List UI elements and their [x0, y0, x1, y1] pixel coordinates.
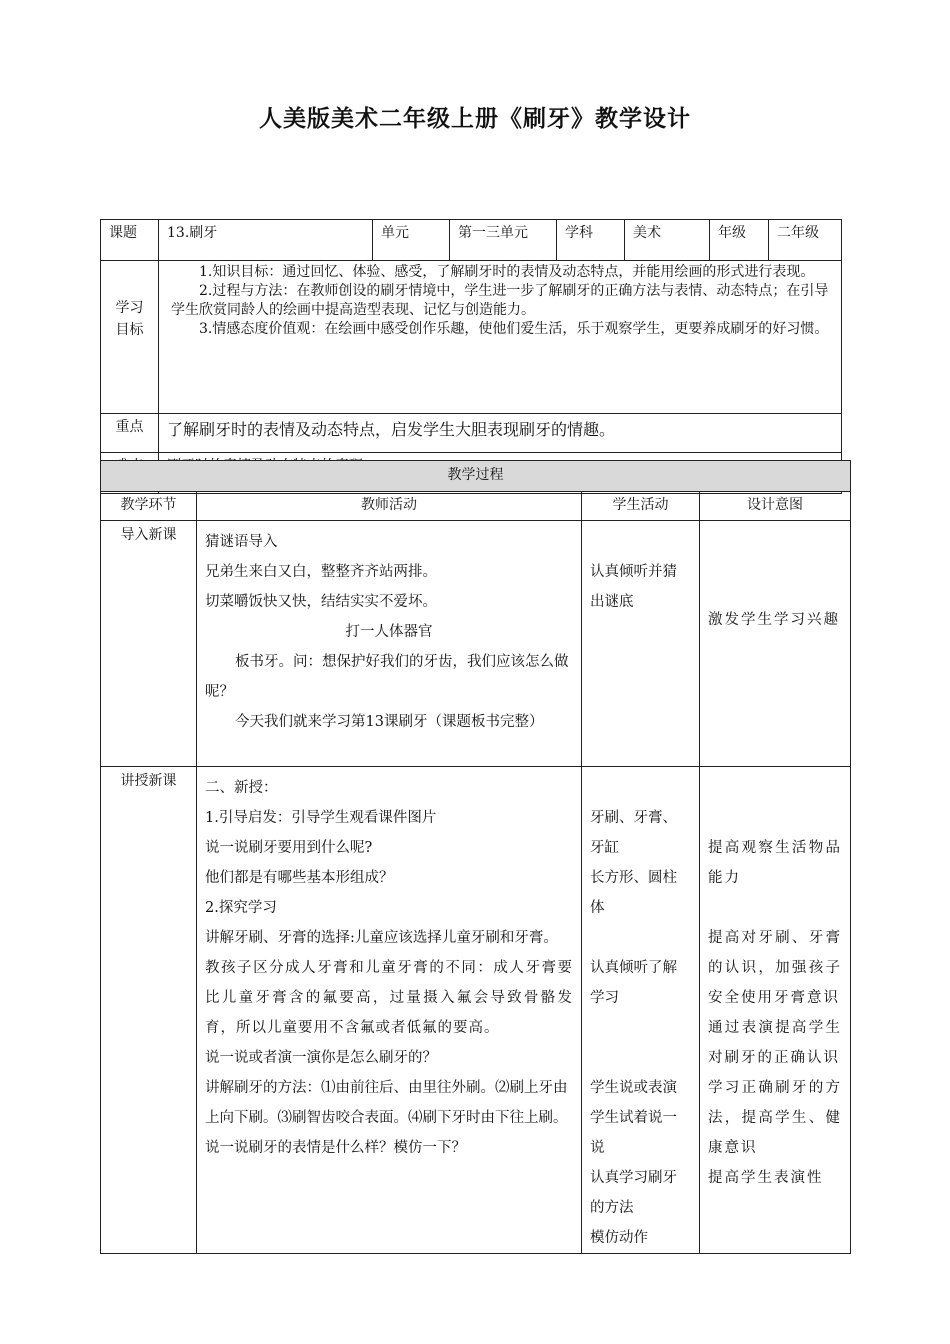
teaching-process-table: [100, 460, 851, 1254]
stage-teach: 讲授新课: [101, 767, 197, 1254]
lesson-label: 课题: [101, 220, 159, 261]
key-value: 了解刷牙时的表情及动态特点，启发学生大胆表现刷牙的情趣。: [159, 414, 842, 453]
column-header-teacher: 教师活动: [197, 492, 582, 521]
unit-label: 单元: [373, 220, 450, 261]
objective-knowledge: 1.知识目标：通过回忆、体验、感受，了解刷牙时的表情及动态特点，并能用绘画的形式进行表现。: [199, 264, 815, 280]
teacher-activity-teach: 二、新授： 1.引导启发：引导学生观看课件图片 说一说刷牙要用到什么呢? 他们都是有哪些基本形组成？ 2.探究学习 讲解牙刷、牙膏的选择:儿童应该选择儿童牙刷和牙膏。 教孩子区分成人牙膏和儿童牙膏的不同：成人牙膏要比儿童牙膏含的氟要高，过量摄入氟会导致骨骼发育，所以儿童要用不含氟或者低氟的要高。 说一说或者演一演你是怎么刷牙的？ 讲解刷牙的方法：⑴由前往后、由里往外刷。⑵刷上牙由上向下刷。⑶刷智齿咬合表面。⑷刷下牙时由下往上刷。 说一说刷牙的表情是什么样？模仿一下？: [197, 767, 582, 1254]
process-header: 教学过程: [101, 461, 851, 492]
lesson-info-table: [100, 219, 842, 494]
objective-attitude: 3.情感态度价值观：在绘画中感受创作乐趣，使他们爱生活，乐于观察学生，更要养成刷牙的好习惯。: [199, 321, 829, 337]
table-row: [101, 521, 851, 767]
stage-intro: 导入新课: [101, 521, 197, 767]
grade-label: 年级: [710, 220, 769, 261]
table-row: [101, 767, 851, 1254]
design-intent-teach: 提高观察生活物品能力 提高对牙刷、牙膏的认识，加强孩子安全使用牙膏意识 通过表演提高学生对刷牙的正确认识 学习正确刷牙的方法，提高学生、健康意识 提高学生表演性: [700, 767, 851, 1254]
objectives-cell: [159, 261, 842, 414]
design-intent-intro: 激发学生学习兴趣: [700, 521, 851, 767]
document-title: 人美版美术二年级上册《刷牙》教学设计: [259, 106, 691, 132]
column-header-student: 学生活动: [582, 492, 700, 521]
key-label: 重点: [101, 414, 159, 453]
objectives-label: 学习 目标: [101, 261, 159, 414]
subject-label: 学科: [557, 220, 625, 261]
teacher-activity-intro: 猜谜语导入 兄弟生来白又白，整整齐齐站两排。 切菜嚼饭快又快，结结实实不爱坏。 打一人体器官 板书牙。问：想保护好我们的牙齿，我们应该怎么做呢？ 今天我们就来学习第13课刷牙（课题板书完整）: [197, 521, 582, 767]
objective-process: 2.过程与方法：在教师创设的刷牙情境中，学生进一步了解刷牙的正确方法与表情、动态特点；在引导学生欣赏同龄人的绘画中提高造型表现、记忆与创造能力。: [171, 283, 829, 318]
lesson-value: 13.刷牙: [159, 220, 373, 261]
grade-value: 二年级: [769, 220, 842, 261]
student-activity-teach: 牙刷、牙膏、牙缸 长方形、圆柱体 认真倾听了解学习 学生说或表演 学生试着说一说 认真学习刷牙的方法 模仿动作: [582, 767, 700, 1254]
unit-value: 第一三单元: [450, 220, 557, 261]
column-header-stage: 教学环节: [101, 492, 197, 521]
subject-value: 美术: [625, 220, 710, 261]
student-activity-intro: 认真倾听并猜出谜底: [582, 521, 700, 767]
column-header-intent: 设计意图: [700, 492, 851, 521]
